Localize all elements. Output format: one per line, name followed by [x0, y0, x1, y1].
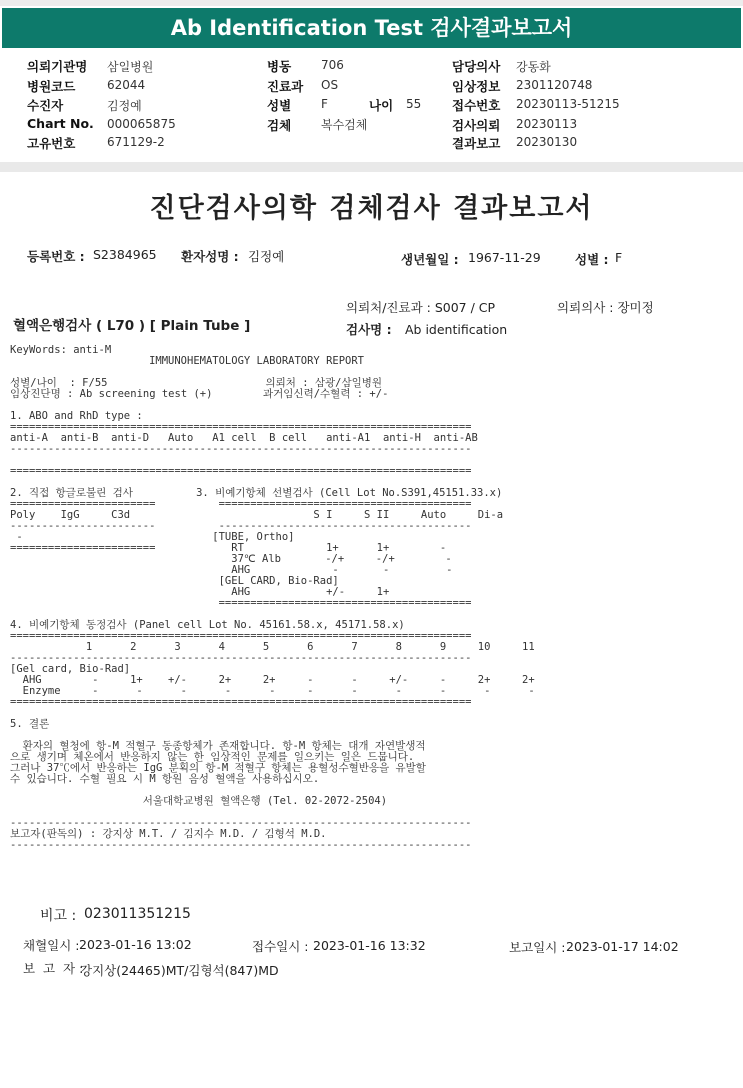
- report-line: 4. 비예기항체 동정검사 (Panel cell Lot No. 45161.58.x, 45171.58.x): [10, 619, 405, 631]
- report-banner: Ab Identification Test 검사결과보고서: [2, 8, 741, 48]
- report-line: =========================================================================: [10, 630, 472, 642]
- report-line: 성별/나이 : F/55 의뢰처 : 삼광/삼일병원: [10, 377, 383, 389]
- clinical-label: 임상정보: [452, 79, 501, 94]
- report-line: 5. 결론: [10, 718, 50, 730]
- receipt-value: 20230113-51215: [516, 97, 620, 111]
- top-strip: [0, 0, 743, 6]
- report-line: [Gel card, Bio-Rad]: [10, 663, 131, 675]
- hospital-label: 의뢰기관명: [27, 59, 88, 74]
- report-line: =========================================================================: [10, 421, 472, 433]
- report-line: 2. 직접 항글로불린 검사 3. 비예기항체 선별검사 (Cell Lot No.S391,45151.33.x): [10, 487, 503, 499]
- report-line: 으로 생기며 체온에서 반응하지 않는 한 임상적인 문제를 일으키는 일은 드뭅니다.: [10, 751, 415, 763]
- specimen-value: 복수검체: [321, 118, 368, 132]
- report-line: 1. ABO and RhD type :: [10, 410, 143, 422]
- report-line: -------------------------------------------------------------------------: [10, 443, 472, 455]
- specimen-label: 검체: [267, 118, 292, 133]
- report-line: ======================= ========================================: [10, 498, 472, 510]
- report-label: 결과보고: [452, 136, 501, 151]
- section-divider: [0, 162, 743, 172]
- report-date-value: 2023-01-17 14:02: [566, 939, 679, 954]
- report-line: ----------------------- ----------------------------------------: [10, 520, 472, 532]
- test-name-label: 검사명 :: [346, 322, 392, 337]
- age-value: 55: [406, 97, 422, 111]
- reporter-value: 강지상(24465)MT/김형석(847)MD: [80, 963, 279, 978]
- dept-line: 의뢰처/진료과 : S007 / CP: [346, 300, 496, 315]
- report-line: [GEL CARD, Bio-Rad]: [10, 575, 339, 587]
- report-line: ========================================: [10, 597, 472, 609]
- doctor-label: 담당의사: [452, 59, 501, 74]
- document-title: 진단검사의학 검체검사 결과보고서: [149, 193, 594, 224]
- collect-label: 채혈일시 :: [23, 938, 80, 953]
- request-value: 20230113: [516, 117, 578, 131]
- note-value: 023011351215: [84, 906, 191, 922]
- test-name-value: Ab identification: [405, 322, 508, 337]
- receive-value: 2023-01-16 13:32: [313, 938, 426, 953]
- chart-value: 000065875: [107, 117, 176, 131]
- report-line: 1 2 3 4 5 6 7 8 9 10 11: [10, 641, 535, 653]
- request-label: 검사의뢰: [452, 118, 501, 133]
- report-line: 서울대학교병원 혈액은행 (Tel. 02-2072-2504): [10, 795, 388, 807]
- patient-label: 수진자: [27, 98, 64, 113]
- report-line: -------------------------------------------------------------------------: [10, 652, 472, 664]
- dept-label: 진료과: [267, 79, 304, 94]
- lab-report-document: [0, 172, 743, 1088]
- hospital-value: 삼일병원: [107, 60, 154, 74]
- doctor-line: 의뢰의사 : 장미정: [557, 300, 654, 315]
- report-line: AHG - 1+ +/- 2+ 2+ - - +/- - 2+ 2+: [10, 674, 535, 686]
- report-line: -------------------------------------------------------------------------: [10, 839, 472, 851]
- uid-value: 671129-2: [107, 135, 165, 149]
- chart-label: Chart No.: [27, 116, 94, 131]
- sex-value-doc: F: [615, 250, 623, 265]
- report-line: anti-A anti-B anti-D Auto A1 cell B cell anti-A1 anti-H anti-AB: [10, 432, 478, 444]
- reg-label: 등록번호 :: [27, 249, 85, 264]
- report-line: AHG +/- 1+: [10, 586, 390, 598]
- reporter-label: 보 고 자 :: [23, 961, 84, 976]
- report-line: 37℃ Alb -/+ -/+ -: [10, 553, 452, 565]
- report-line: =========================================================================: [10, 465, 472, 477]
- report-line: IMMUNOHEMATOLOGY LABORATORY REPORT: [10, 355, 365, 367]
- report-line: [10, 708, 465, 719]
- receipt-label: 접수번호: [452, 98, 501, 113]
- clinical-value: 2301120748: [516, 78, 593, 92]
- report-line: -------------------------------------------------------------------------: [10, 817, 472, 829]
- code-value: 62044: [107, 78, 146, 92]
- collect-value: 2023-01-16 13:02: [79, 937, 192, 952]
- name-label: 환자성명 :: [181, 249, 239, 264]
- dept-value: OS: [321, 78, 339, 92]
- receive-label: 접수일시 :: [252, 939, 309, 954]
- report-line: AHG - - -: [10, 564, 453, 576]
- report-line: 그러나 37℃에서 반응하는 IgG 분획의 항-M 적혈구 항체는 용혈성수혈반응을 유발할: [10, 762, 426, 774]
- doctor-value: 강동화: [516, 60, 551, 74]
- reg-value: S2384965: [93, 247, 157, 262]
- age-label: 나이: [369, 98, 394, 113]
- report-line: =========================================================================: [10, 696, 472, 708]
- dob-label: 생년월일 :: [401, 252, 459, 267]
- ward-label: 병동: [267, 59, 292, 74]
- report-body: [10, 344, 535, 851]
- dob-value: 1967-11-29: [468, 250, 541, 265]
- sex-label: 성별: [267, 98, 292, 113]
- report-date-label: 보고일시 :: [509, 940, 566, 955]
- report-line: 임상진단명 : Ab screening test (+) 과거임신력/수혈력 : +/-: [10, 388, 389, 400]
- ward-value: 706: [321, 58, 344, 72]
- report-line: - [TUBE, Ortho]: [10, 531, 295, 543]
- uid-label: 고유번호: [27, 136, 76, 151]
- report-line: Poly IgG C3d S I S II Auto Di-a: [10, 509, 504, 521]
- sex-label-doc: 성별 :: [575, 252, 609, 267]
- report-line: ======================= RT 1+ 1+ -: [10, 542, 447, 554]
- patient-value: 김정예: [107, 99, 142, 113]
- name-value: 김정예: [248, 249, 285, 264]
- sex-value: F: [321, 97, 328, 111]
- code-label: 병원코드: [27, 79, 76, 94]
- test-group: 혈액은행검사 ( L70 ) [ Plain Tube ]: [13, 318, 251, 334]
- report-line: 수 있습니다. 수혈 필요 시 M 항원 음성 혈액을 사용하십시오.: [10, 773, 320, 785]
- report-value: 20230130: [516, 135, 578, 149]
- report-line: 보고자(판독의) : 강지상 M.T. / 김지수 M.D. / 김형석 M.D.: [10, 828, 327, 840]
- report-line: Enzyme - - - - - - - - - - -: [10, 685, 535, 697]
- patient-info-grid: [0, 50, 743, 162]
- note-label: 비고 :: [40, 908, 77, 924]
- report-line: 환자의 혈청에 항-M 적혈구 동종항체가 존재합니다. 항-M 항체는 대개 자연발생적: [10, 740, 426, 752]
- report-line: KeyWords: anti-M: [10, 344, 112, 356]
